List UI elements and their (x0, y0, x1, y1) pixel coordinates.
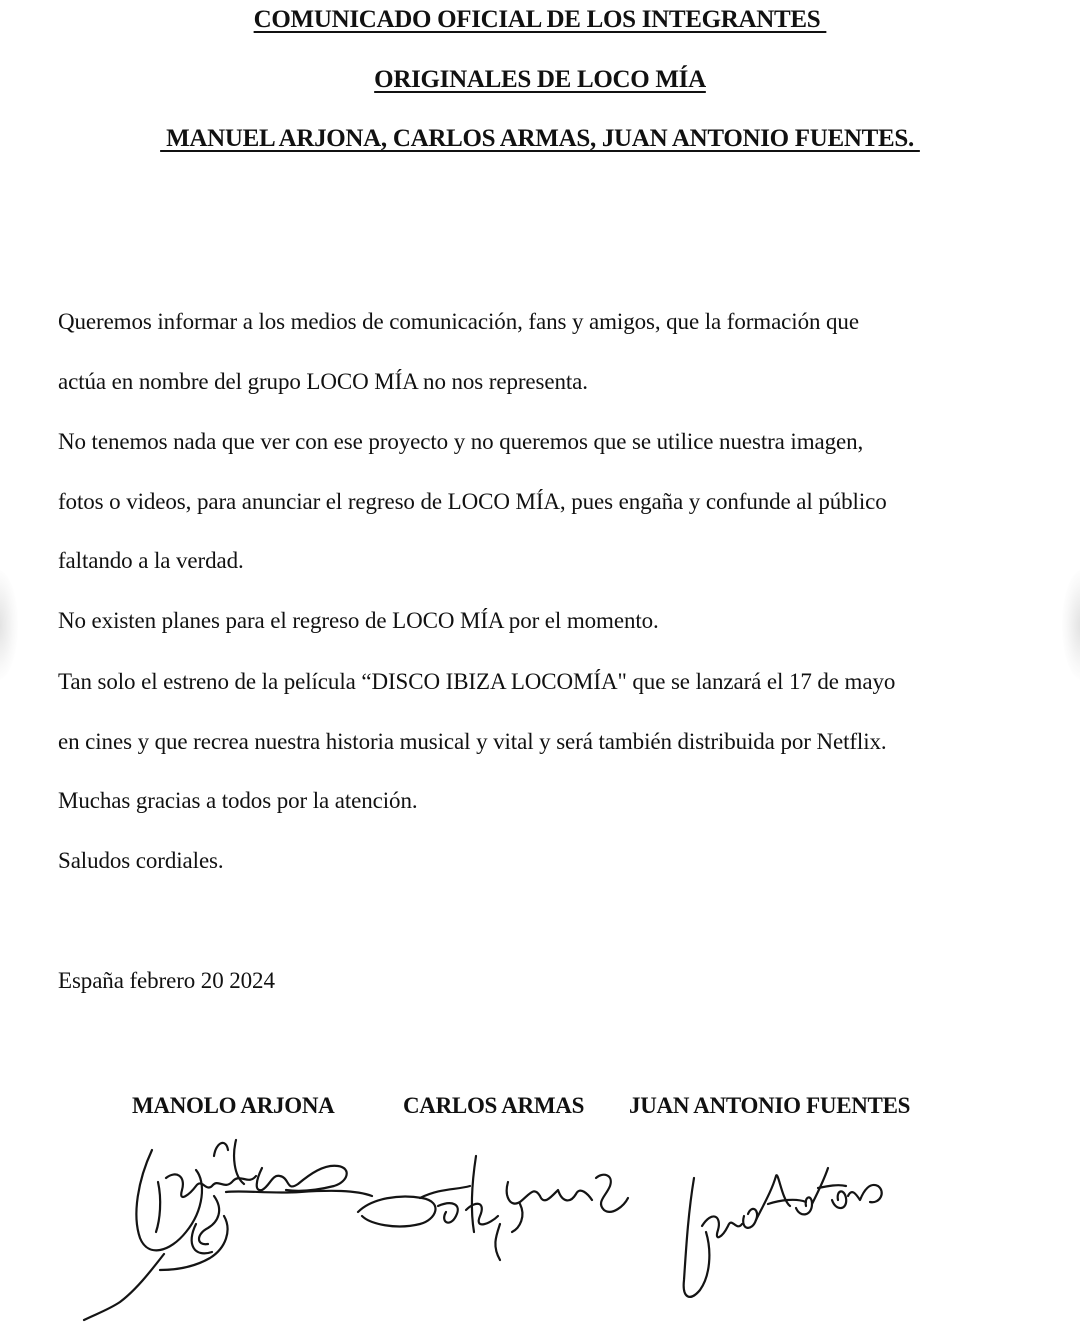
signatory-name-carlos-armas: CARLOS ARMAS (403, 1093, 585, 1118)
body-line: en cines y que recrea nuestra historia musical y vital y será también distribuida por Netflix. (58, 729, 887, 754)
body-line: actúa en nombre del grupo LOCO MÍA no nos representa. (58, 369, 588, 394)
signatory-name-juan-antonio-fuentes: JUAN ANTONIO FUENTES (629, 1093, 911, 1118)
body-line: fotos o videos, para anunciar el regreso de LOCO MÍA, pues engaña y confunde al público (58, 489, 887, 514)
heading-line-3: MANUEL ARJONA, CARLOS ARMAS, JUAN ANTONIO FUENTES. (160, 125, 920, 152)
signatures-area (0, 1120, 1080, 1322)
body-line: Tan solo el estreno de la película “DISCO IBIZA LOCOMÍA" que se lanzará el 17 de mayo (58, 669, 896, 694)
body-line: Saludos cordiales. (58, 848, 224, 873)
signature-juan-antonio-fuentes-icon (684, 1168, 882, 1297)
body-line: faltando a la verdad. (58, 548, 244, 573)
body-line: Muchas gracias a todos por la atención. (58, 788, 418, 813)
body-line: Queremos informar a los medios de comunicación, fans y amigos, que la formación que (58, 309, 859, 334)
signature-manolo-arjona-icon (84, 1140, 372, 1320)
page-edge-shadow-right (1062, 570, 1080, 680)
signature-carlos-armas-icon (358, 1156, 628, 1260)
heading-line-1: COMUNICADO OFICIAL DE LOS INTEGRANTES (253, 6, 827, 33)
body-line: No tenemos nada que ver con ese proyecto y no queremos que se utilice nuestra imagen, (58, 429, 864, 454)
document-date: España febrero 20 2024 (58, 968, 275, 993)
heading-line-2: ORIGINALES DE LOCO MÍA (374, 66, 706, 93)
body-line: No existen planes para el regreso de LOCO MÍA por el momento. (58, 608, 659, 633)
page-edge-shadow-left (0, 570, 18, 680)
signatory-name-manolo-arjona: MANOLO ARJONA (132, 1093, 335, 1118)
